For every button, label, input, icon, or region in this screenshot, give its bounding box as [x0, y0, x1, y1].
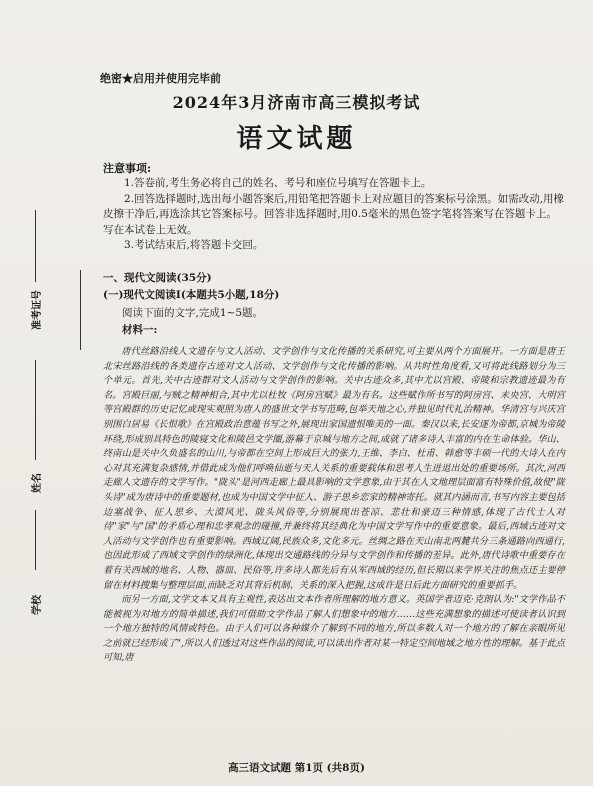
name-line — [35, 360, 36, 460]
notice-item: 1.答卷前,考生务必将自己的姓名、考号和座位号填写在答题卡上。 — [124, 177, 432, 189]
binding-strip — [28, 210, 98, 770]
page-footer: 高三语文试题 第1页 (共8页) — [228, 762, 365, 774]
article-body — [103, 345, 565, 666]
ticket-number-label: 准考证号 — [32, 290, 43, 330]
article-paragraph: 唐代丝路沿线人文遗存与文人活动、文学创作与文化传播的关系研究,可主要从两个方面展开。一方面是唐王北宋丝路沿线的各类遗存古迹对文人活动、文学创作与文化传播的影响。从共时性角度看,又可将此线路划分为三个单元。首先,关中古迹群对文人活动与文学创作的影响。关中古迹众多,其中尤以宫殿、帝陵和宗教遗迹最为有名。宫殿巨丽,与贼之精神相合,其中尤以杜牧《阿房宫赋》最为有名。这些赋作所书写的阿房宫、未央宫、大明宫等宫殿群的历史记忆或现实观照为唐人的盛世文学书写范畴,包举天地之心,并独见时代礼治精神。华清宫与兴庆宫别围白居易《长恨歌》在宫殿政治意蕴书写之外,展现出家国遗恨唯美的一面。秦汉以来,长安逐为帝都,京城为帝陵环绕,形成别具特色的陵寝文化和陵邑文学圈,游幕于京城与地方之间,成就了诸多诗人丰富的内在生命体验。华山、终南山是关中久负盛名的山川,与帝都在空间上形成巨大的张力,王维、李白、杜甫、韩愈等丰硕一代的大诗人在内心对其充满复杂感情,并借此成为他们呼唤仙逝与天人关系的重要载体和思考人生进退出处的重要场所。其次,河西走廊人文遗存的文学写作。"陇头"是河西走廊上最具影响的文学意象,由于其在人文地理层面富有特殊价值,故使"陇头诗"成为唐诗中的重要题材,也成为中国文学中征人、游子思乡恋家的精神寄托。就其内涵而言,书写内容主要包括边塞战争、征人思乡、大漠风光、陇头风俗等,分别展现出苍凉、悲壮和豪迈三种情感,体现了古代士人对待"家"与"国"的矛盾心理和忠孝观念的碰撞,并兼终将其经典化为中国文学写作中的重要意象。最后,西域古迹对文人活动与文学创作也有重要影响。西域辽阔,民族众多,文化多元。丝绸之路在天山南北两麓共分三条通路向西通行,也因此形成了西域文学创作的绿洲化,体现出交通路线的分异与文学创作和传播的差异。此外,唐代诗歌中重要存在着有关西域的地名、人物、器皿、民俗等,许多诗人都先后有从军西域的经历,但长期以来学界关注的焦点还主要停留在材料搜集与整理层面,而缺乏对其背后机制、关系的深入把握,这成许是日后此方面研究的重要抓手。 — [103, 346, 565, 591]
ticket-number-line — [35, 210, 36, 282]
notice-item: 3.考试结束后,将答题卡交回。 — [124, 239, 264, 251]
material-label: 材料一: — [122, 324, 158, 336]
part-one-heading: 一、现代文阅读(35分) — [103, 272, 212, 284]
school-line — [35, 510, 36, 570]
reading-instruction: 阅读下面的文字,完成1~5题。 — [122, 307, 263, 319]
school-label: 学校 — [32, 595, 43, 615]
notice-item: 2.回答选择题时,选出每小题答案后,用铅笔把答题卡上对应题目的答案标号涂黑。如需改动,用橡皮擦干净后,再选涂其它答案标号。回答非选择题时,用0.5毫米的黑色签字笔将答案写在答题卡上。写在本试卷上无效。 — [103, 192, 565, 236]
article-paragraph: 而另一方面,文学文本又具有主观性,表达出文本作者所理解的地方意义。英国学者迈克·克朗认为:"文学作品不能被视为对地方的简单描述,我们可借助文学作品了解人们想象中的地方……这些充满想象的描述可使读者认识到一个地方独特的风情或特色。由于人们可以各种媒介了解到不同的地方,所以多数人对一个地方的了解在亲眼所见之前就已经形成了",所以人们透过对这些作品的阅读,可以读出作者对某一特定空间地域之地方性的理解。基于此点可知,唐 — [103, 594, 565, 664]
secret-mark: 绝密★启用并使用完毕前 — [100, 72, 221, 85]
notice-list — [103, 176, 565, 254]
notice-heading: 注意事项: — [103, 162, 152, 175]
sub-one-heading: (一)现代文阅读Ⅰ(本题共5小题,18分) — [103, 289, 280, 301]
ticket-number-line-right — [80, 270, 81, 350]
exam-title: 2024年3月济南市高三模拟考试 — [172, 93, 421, 112]
name-label: 姓名 — [32, 473, 43, 493]
subject-title: 语文试题 — [236, 124, 357, 154]
